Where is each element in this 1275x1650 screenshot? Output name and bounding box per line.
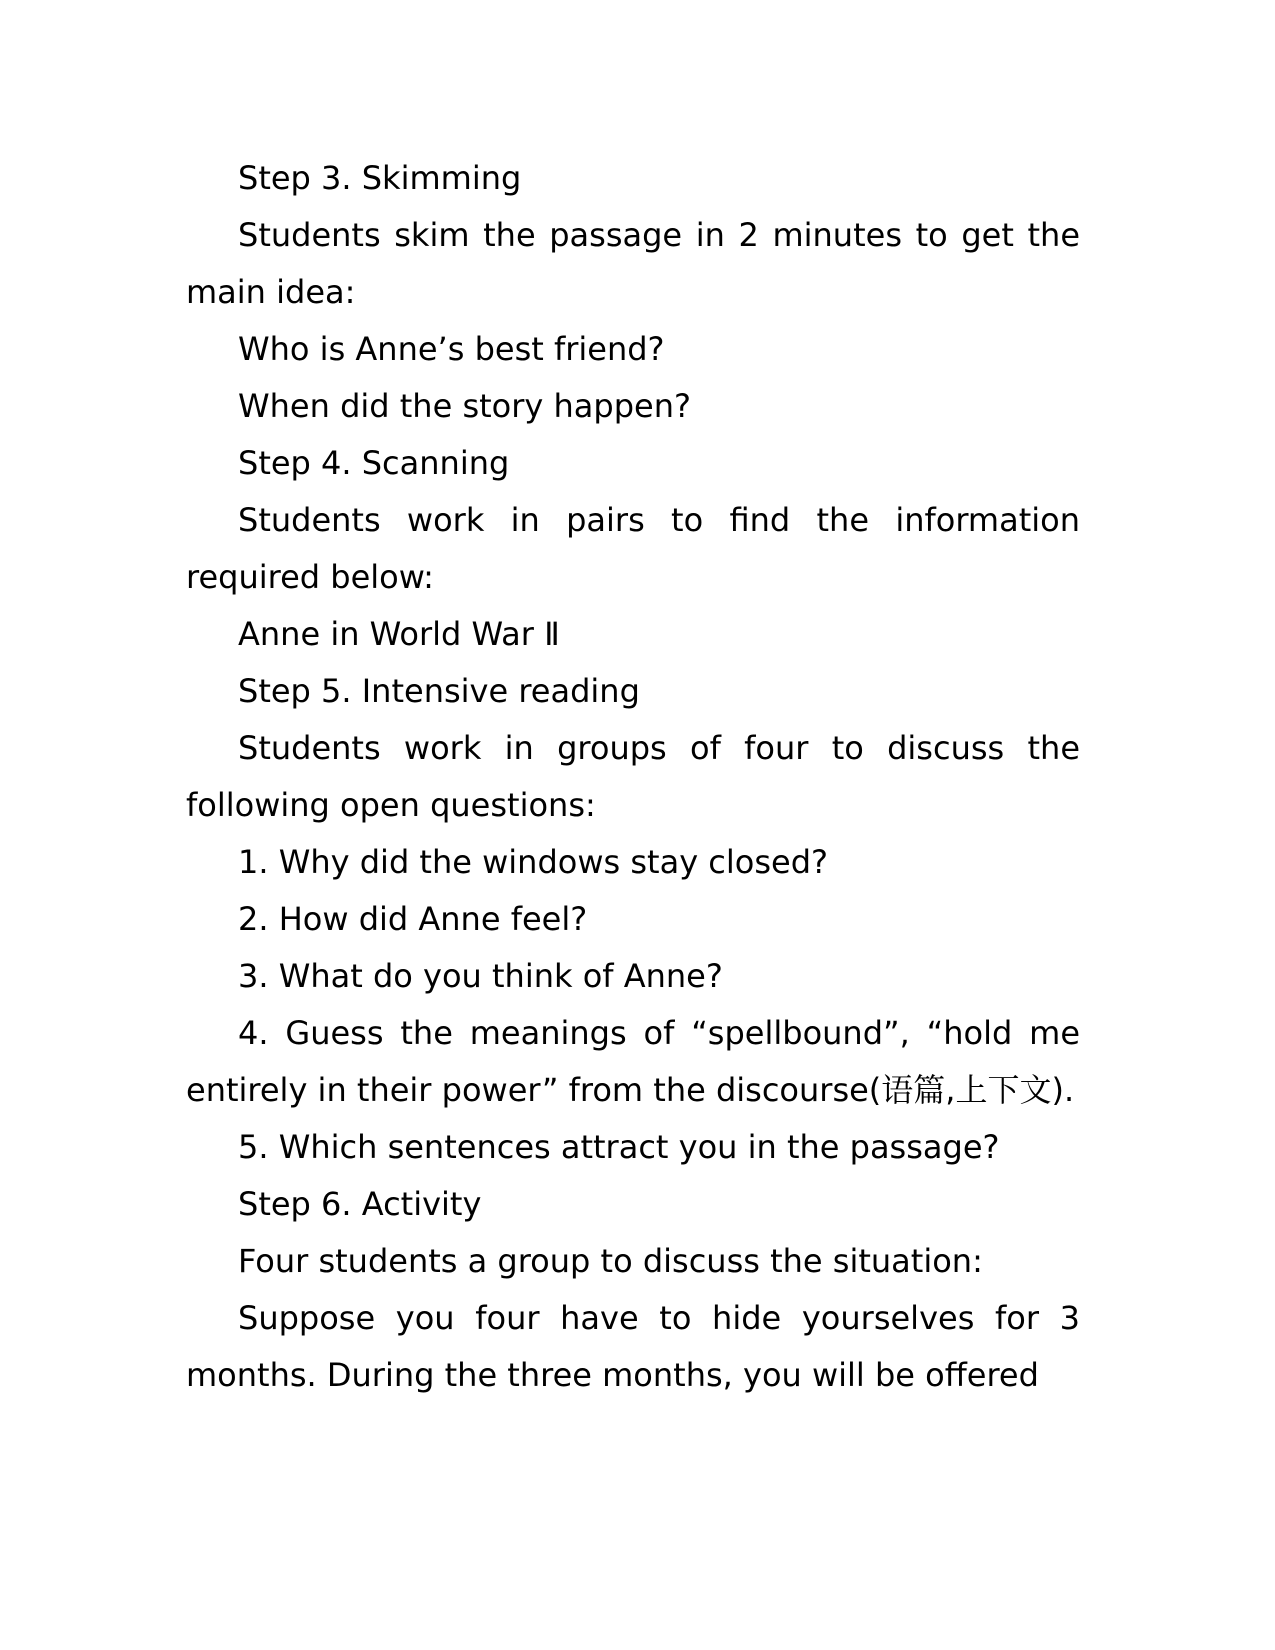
- step-4-heading: Step 4. Scanning: [238, 444, 510, 482]
- intensive-reading-instruction: Students work in groups of four to discuss the following open questions:: [186, 729, 1080, 824]
- activity-situation: Suppose you four have to hide yourselves for 3 months. During the three months, you will be offered: [186, 1299, 1080, 1394]
- skimming-question-2: When did the story happen?: [238, 387, 691, 425]
- scanning-instruction: Students work in pairs to find the information required below:: [186, 501, 1080, 596]
- open-question-5: 5. Which sentences attract you in the passage?: [238, 1128, 1000, 1166]
- step-5-heading: Step 5. Intensive reading: [238, 672, 640, 710]
- document-body: [186, 150, 1080, 1404]
- skimming-question-1: Who is Anne’s best friend?: [238, 330, 665, 368]
- open-question-2: 2. How did Anne feel?: [238, 900, 588, 938]
- step-6-heading: Step 6. Activity: [238, 1185, 482, 1223]
- open-question-3: 3. What do you think of Anne?: [238, 957, 723, 995]
- activity-instruction: Four students a group to discuss the situation:: [238, 1242, 983, 1280]
- scanning-topic: Anne in World War Ⅱ: [238, 615, 560, 653]
- skimming-instruction: Students skim the passage in 2 minutes to get the main idea:: [186, 216, 1080, 311]
- open-question-4: 4. Guess the meanings of “spellbound”, “hold me entirely in their power” from the discourse(语篇,上下文).: [186, 1014, 1080, 1109]
- step-3-heading: Step 3. Skimming: [238, 159, 522, 197]
- open-question-1: 1. Why did the windows stay closed?: [238, 843, 829, 881]
